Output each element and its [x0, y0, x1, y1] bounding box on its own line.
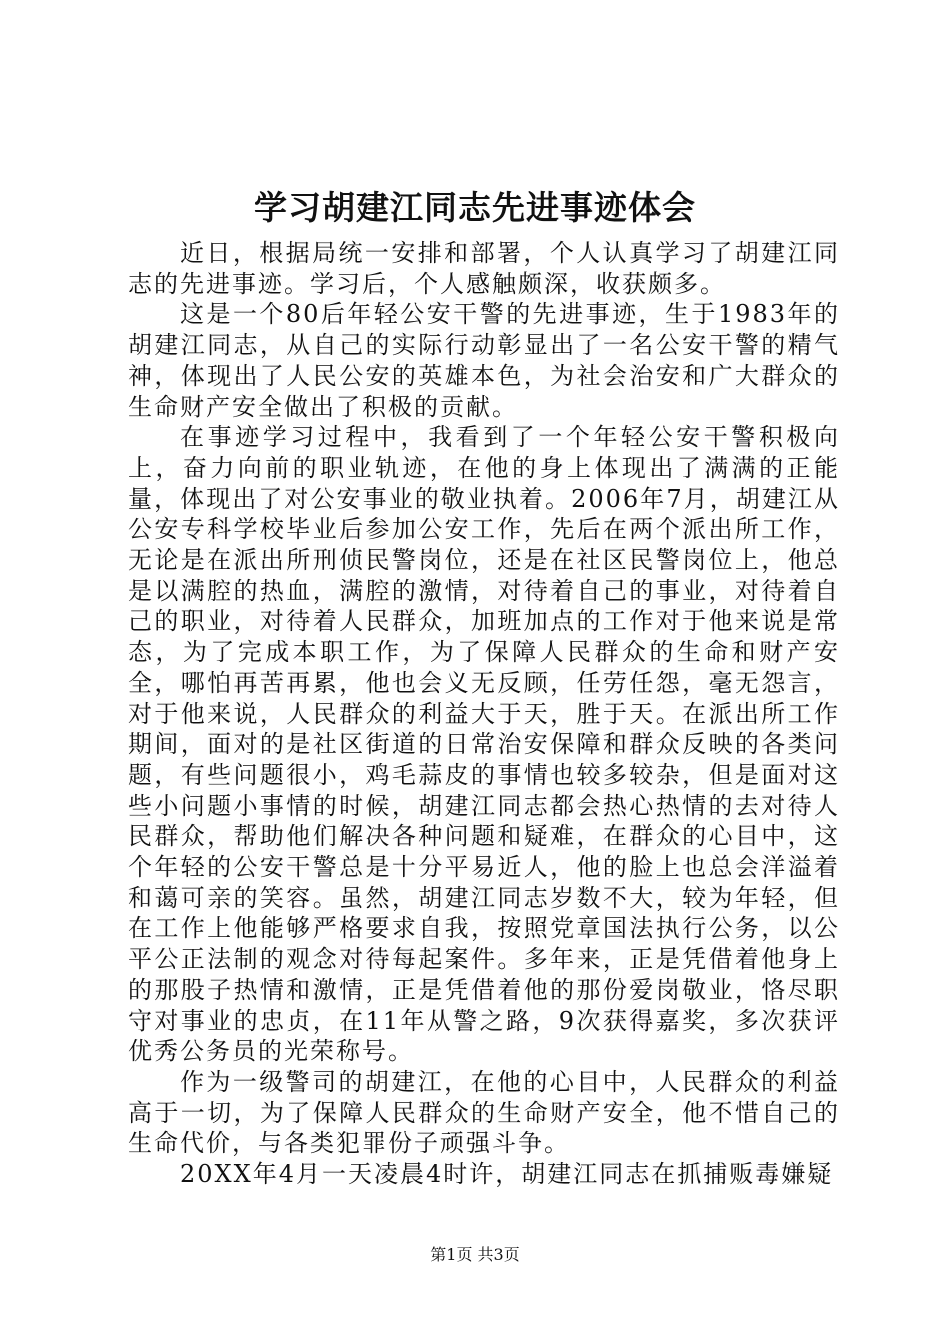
paragraph-1: 近日，根据局统一安排和部署，个人认真学习了胡建江同志的先进事迹。学习后，个人感触颇深，收获颇多。	[128, 239, 840, 298]
document-body	[128, 238, 840, 1190]
page-number: 第1页 共3页	[430, 1245, 520, 1264]
paragraph-3: 在事迹学习过程中，我看到了一个年轻公安干警积极向上，奋力向前的职业轨迹，在他的身上体现出了满满的正能量，体现出了对公安事业的敬业执着。2006年7月，胡建江从公安专科学校毕业后参加公安工作，先后在两个派出所工作，无论是在派出所刑侦民警岗位，还是在社区民警岗位上，他总是以满腔的热血，满腔的激情，对待着自己的事业，对待着自己的职业，对待着人民群众，加班加点的工作对于他来说是常态，为了完成本职工作，为了保障人民群众的生命和财产安全，哪怕再苦再累，他也会义无反顾，任劳任怨，毫无怨言，对于他来说，人民群众的利益大于天，胜于天。在派出所工作期间，面对的是社区街道的日常治安保障和群众反映的各类问题，有些问题很小，鸡毛蒜皮的事情也较多较杂，但是面对这些小问题小事情的时候，胡建江同志都会热心热情的去对待人民群众，帮助他们解决各种问题和疑难，在群众的心目中，这个年轻的公安干警总是十分平易近人，他的脸上也总会洋溢着和蔼可亲的笑容。虽然，胡建江同志岁数不大，较为年轻，但在工作上他能够严格要求自我，按照党章国法执行公务，以公平公正法制的观念对待每起案件。多年来，正是凭借着他身上的那股子热情和激情，正是凭借着他的那份爱岗敬业，恪尽职守对事业的忠贞，在11年从警之路，9次获得嘉奖，多次获评优秀公务员的光荣称号。	[128, 423, 840, 1066]
document-title: 学习胡建江同志先进事迹体会	[254, 188, 696, 227]
paragraph-2: 这是一个80后年轻公安干警的先进事迹，生于1983年的胡建江同志，从自己的实际行动彰显出了一名公安干警的精气神，体现出了人民公安的英雄本色，为社会治安和广大群众的生命财产安全做出了积极的贡献。	[128, 300, 840, 421]
paragraph-4: 作为一级警司的胡建江，在他的心目中，人民群众的利益高于一切，为了保障人民群众的生命财产安全，他不惜自己的生命代价，与各类犯罪份子顽强斗争。	[128, 1067, 840, 1158]
paragraph-5: 20XX年4月一天凌晨4时许，胡建江同志在抓捕贩毒嫌疑	[180, 1160, 834, 1189]
